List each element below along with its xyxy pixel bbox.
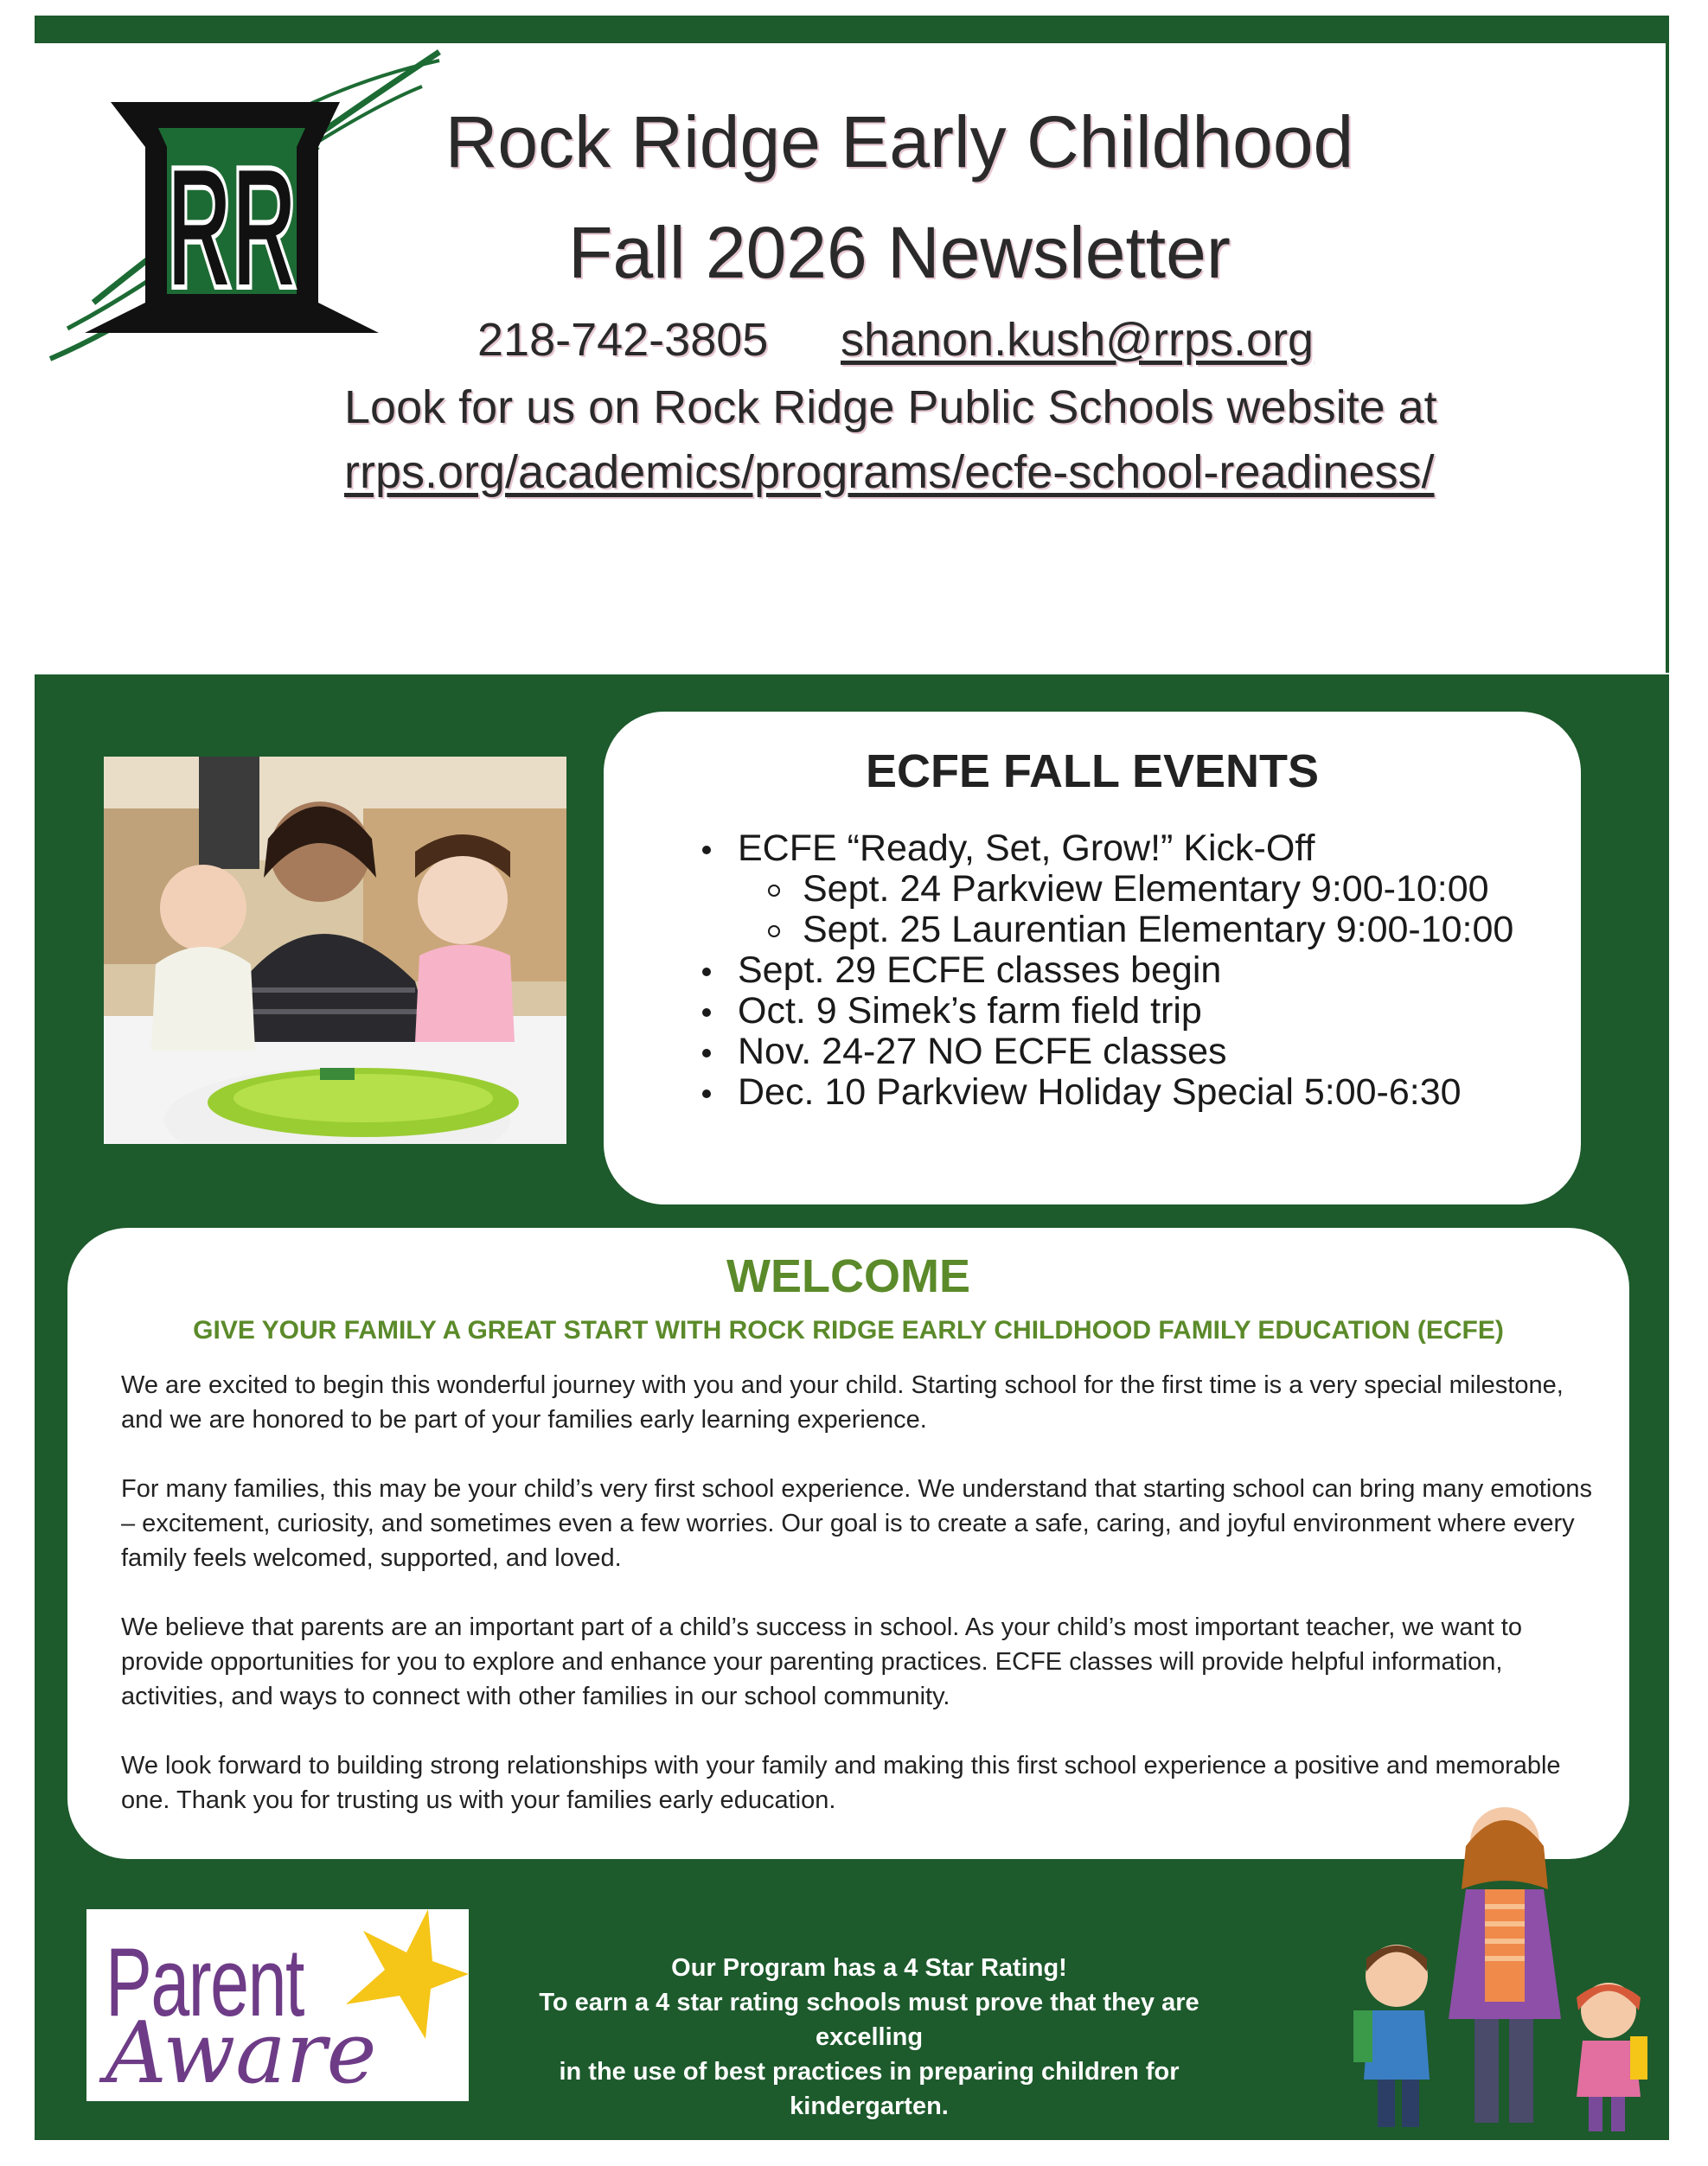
welcome-paragraph: We look forward to building strong relationships with your family and making this first school experience a positive and memorable one. Thank you for trusting us with your families early education. [121,1752,1561,1814]
welcome-subtitle: GIVE YOUR FAMILY A GREAT START WITH ROCK RIDGE EARLY CHILDHOOD FAMILY EDUCATION (ECFE) [193,1316,1504,1345]
event-subitem: Sept. 24 Parkview Elementary 9:00-10:00 [699,869,1513,910]
welcome-box [67,1228,1629,1859]
welcome-body [121,1368,1609,1852]
events-list [699,828,1513,1113]
newsletter-title-line2: Fall 2026 Newsletter [568,212,1231,293]
website-intro: Look for us on Rock Ridge Public Schools website at [344,381,1437,433]
event-item: Sept. 29 ECFE classes begin [699,950,1513,991]
rating-line1: Our Program has a 4 Star Rating! [671,1954,1067,1982]
phone-number: 218-742-3805 [477,314,769,366]
event-item: Oct. 9 Simek’s farm field trip [699,991,1513,1032]
event-subitem: Sept. 25 Laurentian Elementary 9:00-10:00 [699,910,1513,950]
welcome-title: WELCOME [726,1250,970,1302]
top-green-bar [35,16,1669,43]
events-title: ECFE FALL EVENTS [865,745,1320,797]
parent-aware-word2: Aware [106,2004,377,2101]
parent-aware-logo [86,1909,469,2101]
rock-ridge-logo [33,43,483,372]
family-illustration [1336,1794,1665,2140]
family-photo [104,757,566,1144]
star-rating-text [493,1951,1245,2124]
newsletter-title-line1: Rock Ridge Early Childhood [445,101,1354,182]
rating-line3: in the use of best practices in preparing children for kindergarten. [559,2058,1180,2120]
event-item: ECFE “Ready, Set, Grow!” Kick-Off [699,828,1513,869]
right-green-edge [1666,16,1669,673]
welcome-paragraph: We are excited to begin this wonderful journey with you and your child. Starting school for the first time is a very special milestone, and we are honored to be part of your families early learning experience. [121,1371,1564,1434]
email-link[interactable]: shanon.kush@rrps.org [841,314,1315,366]
logo-letters: RR [167,131,297,324]
website-link[interactable]: rrps.org/academics/programs/ecfe-school-readiness/ [344,446,1435,498]
fall-events-box [604,712,1581,1204]
event-item: Dec. 10 Parkview Holiday Special 5:00-6:30 [699,1072,1513,1113]
event-item: Nov. 24-27 NO ECFE classes [699,1032,1513,1072]
welcome-paragraph: We believe that parents are an important part of a child’s success in school. As your child’s most important teacher, we want to provide opportunities for you to explore and enhance your parenting practices. ECFE classes will provide helpful information, activities, and ways to connect with other families in our school community. [121,1613,1522,1710]
rating-line2: To earn a 4 star rating schools must prove that they are excelling [539,1989,1199,2051]
parent-aware-word1: Parent [106,1928,304,2036]
welcome-paragraph: For many families, this may be your child’s very first school experience. We understand that starting school can bring many emotions – excitement, curiosity, and sometimes even a few worries. Our goal is to create a safe, caring, and joyful environment where every family feels welcomed, supported, and loved. [121,1475,1593,1572]
